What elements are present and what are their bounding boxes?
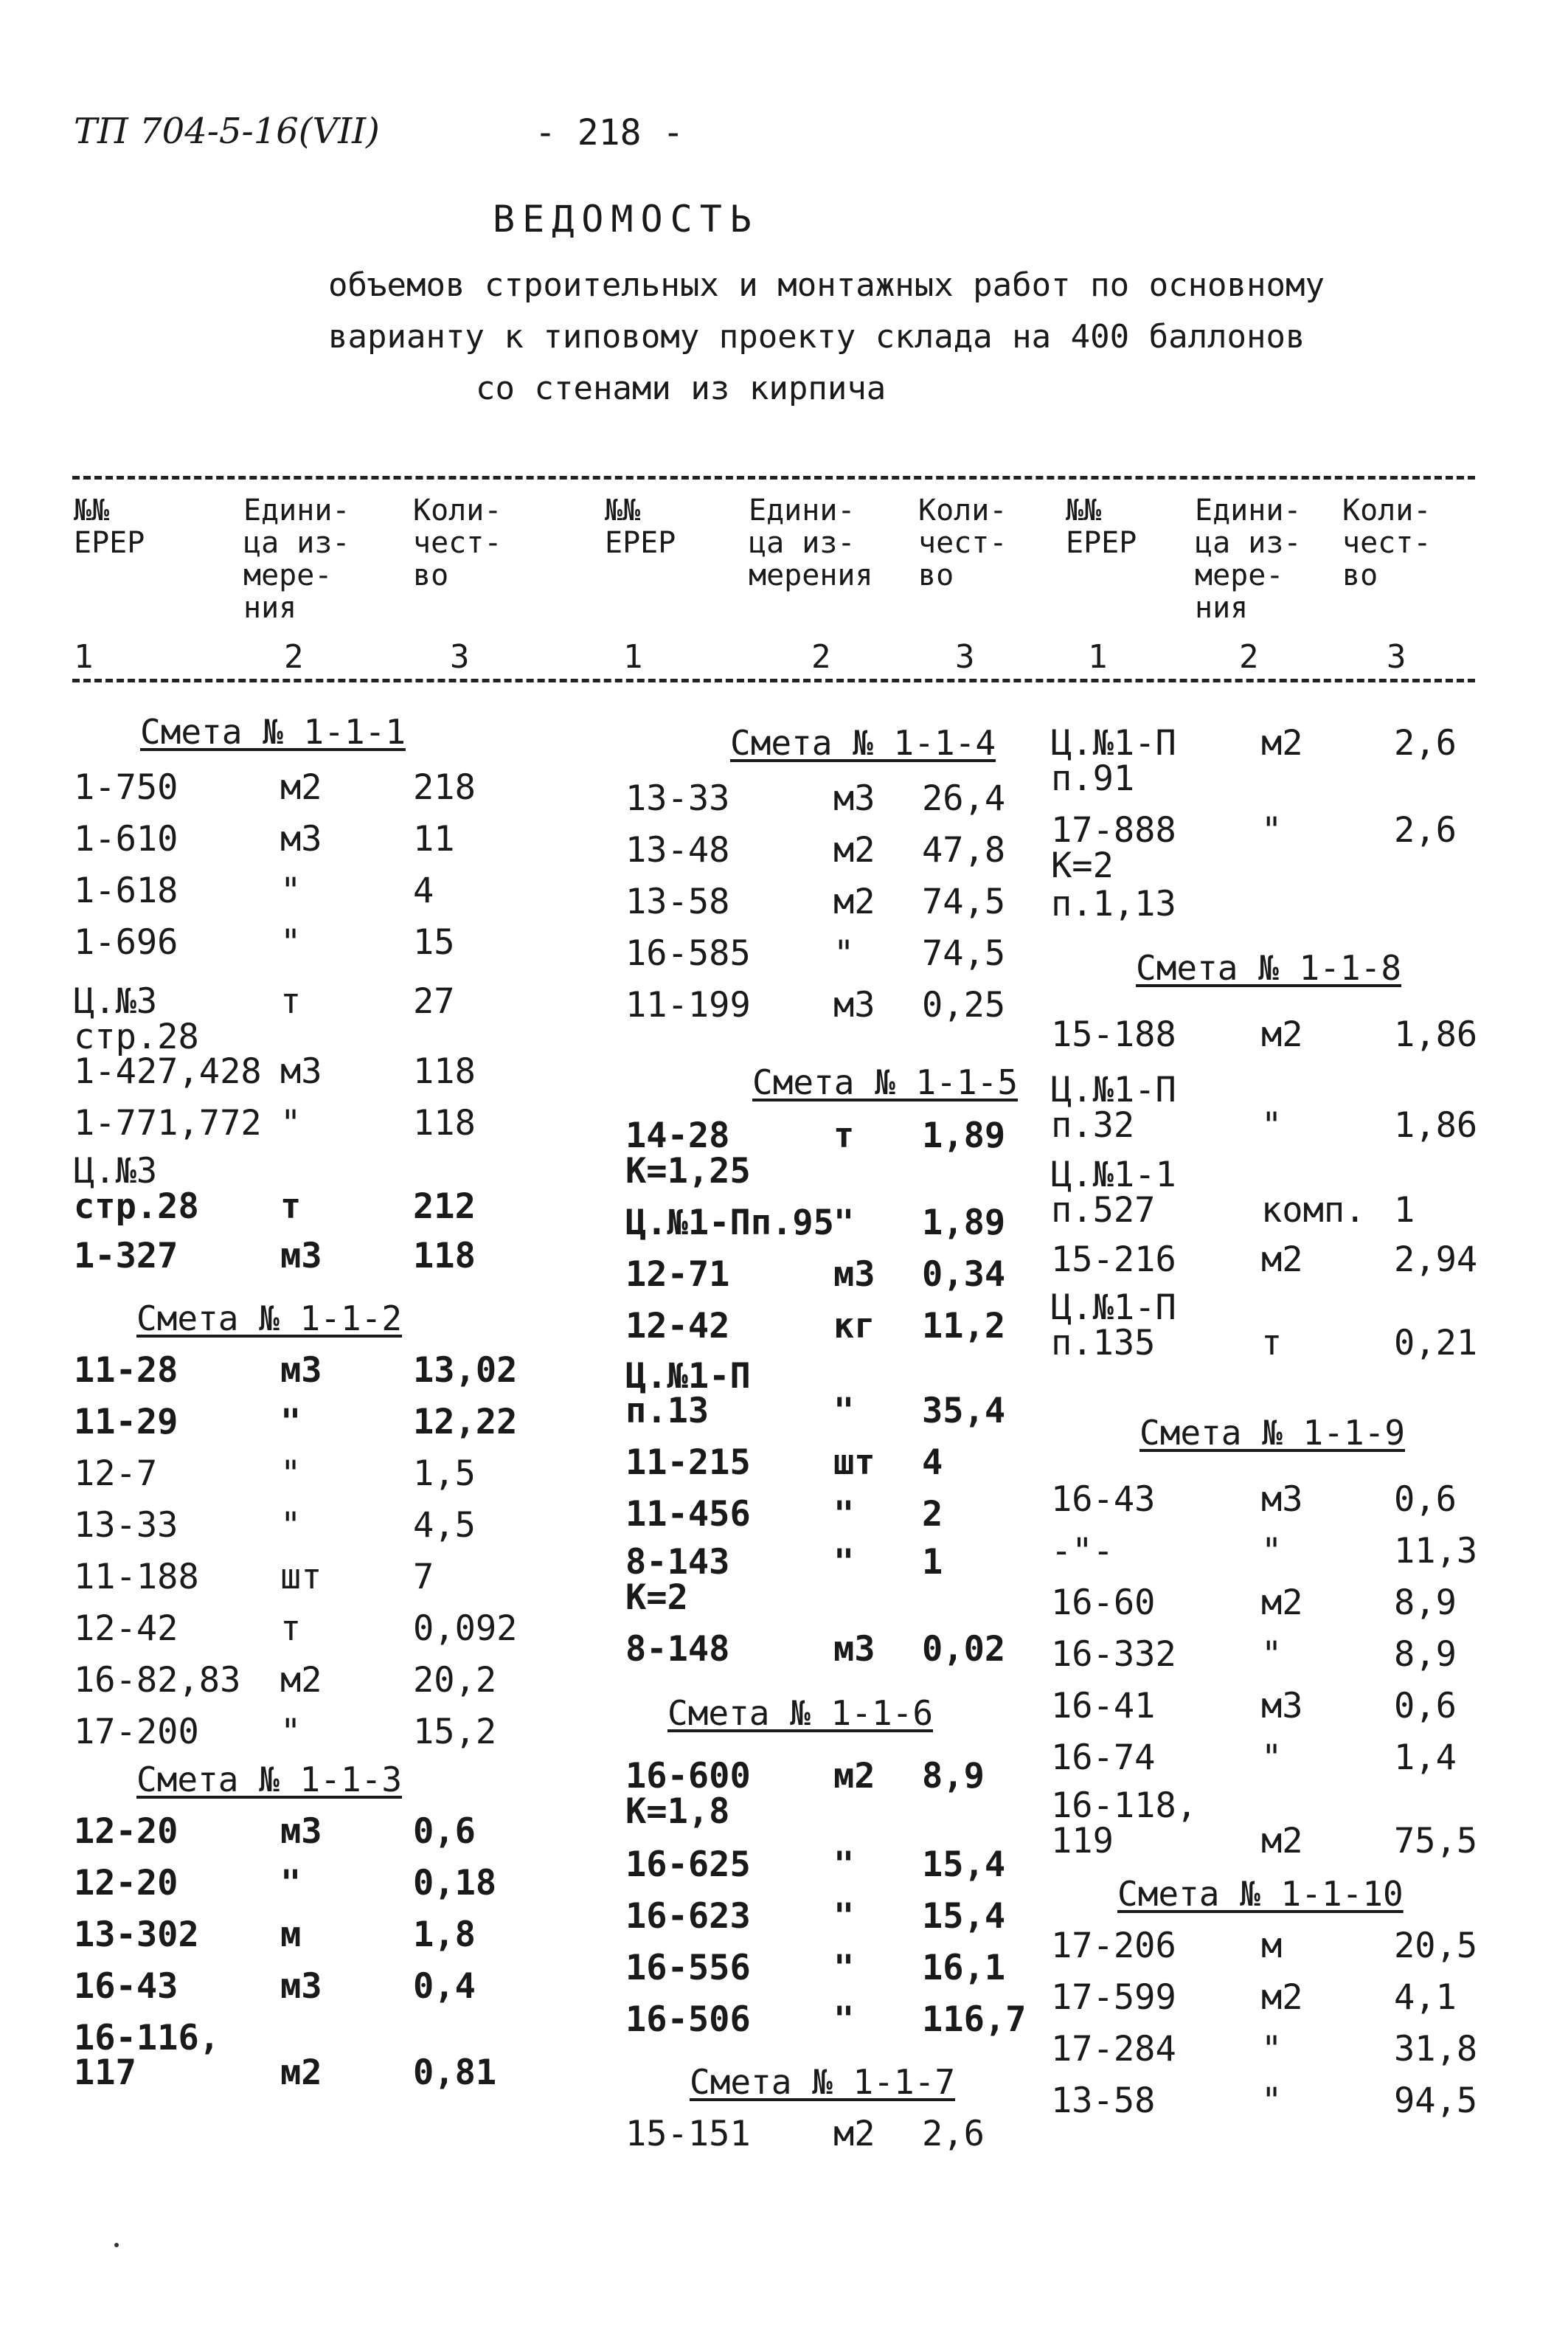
row-unit: " — [833, 1948, 855, 1988]
row-quantity: 7 — [413, 1557, 434, 1597]
row-unit: " — [1261, 810, 1283, 851]
row-quantity: 0,81 — [413, 2052, 497, 2093]
row-unit: " — [1261, 1531, 1283, 1571]
row-unit: " — [280, 871, 302, 911]
row-quantity: 31,8 — [1394, 2029, 1478, 2069]
row-unit: м3 — [1261, 1686, 1303, 1726]
row-erep-code: Ц.№1-П — [1051, 1287, 1176, 1328]
row-erep-code: п.1,13 — [1051, 884, 1176, 924]
row-unit: " — [280, 922, 302, 963]
row-erep-code: 16-623 — [625, 1896, 751, 1937]
row-erep-code: 16-43 — [74, 1966, 178, 2007]
row-erep-code: 8-148 — [625, 1629, 730, 1670]
row-unit: " — [833, 1494, 855, 1535]
row-erep-code: 1-618 — [74, 871, 178, 911]
row-erep-code: 12-71 — [625, 1254, 730, 1295]
row-unit: м2 — [833, 1756, 875, 1796]
row-unit: т — [833, 1116, 855, 1156]
row-unit: " — [280, 1402, 302, 1442]
row-erep-code: п.527 — [1051, 1190, 1156, 1231]
row-erep-code: 16-118, — [1051, 1785, 1198, 1826]
row-unit: комп. — [1261, 1190, 1366, 1231]
header-unit-3: Едини- ца из- мере- ния — [1195, 494, 1302, 625]
row-erep-code: стр.28 — [74, 1017, 199, 1057]
row-erep-code: 8-143 — [625, 1542, 730, 1583]
row-erep-code: 1-771,772 — [74, 1103, 262, 1144]
row-unit: " — [833, 1844, 855, 1885]
page-number: - 218 - — [535, 112, 684, 153]
row-erep-code: п.135 — [1051, 1323, 1156, 1363]
row-unit: " — [280, 1712, 302, 1752]
row-quantity: 1,86 — [1394, 1014, 1478, 1055]
row-erep-code: 16-82,83 — [74, 1660, 241, 1701]
row-quantity: 1 — [922, 1542, 943, 1583]
row-erep-code: 16-600 — [625, 1756, 751, 1796]
row-erep-code: Ц.№1-Пп.95 — [625, 1203, 834, 1243]
row-quantity: 16,1 — [922, 1948, 1006, 1988]
row-unit: т — [1261, 1323, 1283, 1363]
row-quantity: 8,9 — [1394, 1583, 1457, 1623]
row-quantity: 35,4 — [922, 1391, 1006, 1431]
row-unit: м3 — [1261, 1479, 1303, 1520]
header-erep-2: №№ ЕРЕР — [605, 494, 676, 560]
row-quantity: 15,4 — [922, 1896, 1006, 1937]
row-unit: м2 — [1261, 1821, 1303, 1861]
smeta-heading: Смета № 1-1-3 — [136, 1760, 403, 1799]
document-code: ТП 704-5-16(VII) — [74, 111, 380, 152]
header-qty-2: Коли- чест- во — [918, 494, 1007, 592]
row-unit: т — [280, 981, 302, 1022]
row-quantity: 20,2 — [413, 1660, 497, 1701]
row-erep-code: К=2 — [625, 1577, 688, 1618]
row-unit: " — [1261, 2029, 1283, 2069]
row-quantity: 118 — [413, 1236, 476, 1276]
row-unit: шт — [280, 1557, 322, 1597]
row-unit: м3 — [280, 1236, 322, 1276]
row-unit: " — [1261, 2081, 1283, 2121]
row-quantity: 0,02 — [922, 1629, 1006, 1670]
row-unit: " — [280, 1103, 302, 1144]
row-quantity: 0,092 — [413, 1608, 518, 1649]
row-quantity: 94,5 — [1394, 2081, 1478, 2121]
row-erep-code: 12-42 — [625, 1306, 730, 1346]
row-unit: шт — [833, 1442, 875, 1483]
header-erep-1: №№ ЕРЕР — [74, 494, 145, 560]
row-quantity: 4,1 — [1394, 1977, 1457, 2018]
row-erep-code: 12-7 — [74, 1453, 158, 1494]
row-erep-code: 13-302 — [74, 1915, 199, 1955]
row-unit: м2 — [833, 830, 875, 871]
row-erep-code: Ц.№1-П — [1051, 1070, 1176, 1110]
row-unit: " — [1261, 1105, 1283, 1146]
header-unit-1: Едини- ца из- мере- ния — [243, 494, 350, 625]
row-unit: м2 — [833, 2114, 875, 2154]
row-erep-code: 11-215 — [625, 1442, 751, 1483]
row-erep-code: 17-206 — [1051, 1926, 1176, 1966]
row-unit: м3 — [280, 1350, 322, 1391]
row-quantity: 118 — [413, 1103, 476, 1144]
subtitle-line-1: объемов строительных и монтажных работ по основному — [328, 266, 1325, 304]
row-erep-code: 17-284 — [1051, 2029, 1176, 2069]
row-unit: м2 — [1261, 1977, 1303, 2018]
row-erep-code: 13-48 — [625, 830, 730, 871]
col-number-2b: 2 — [811, 638, 831, 676]
header-unit-2: Едини- ца из- мерения — [749, 494, 873, 592]
row-erep-code: 1-610 — [74, 819, 178, 859]
row-unit: м — [280, 1915, 302, 1955]
row-quantity: 2,6 — [1394, 723, 1457, 764]
row-erep-code: Ц.№1-1 — [1051, 1155, 1176, 1195]
row-quantity: 47,8 — [922, 830, 1006, 871]
row-unit: м2 — [833, 882, 875, 922]
row-quantity: 11,3 — [1394, 1531, 1478, 1571]
row-quantity: 20,5 — [1394, 1926, 1478, 1966]
table-top-rule — [72, 476, 1475, 480]
row-unit: м2 — [280, 767, 322, 808]
row-erep-code: п.91 — [1051, 758, 1135, 799]
row-quantity: 1,86 — [1394, 1105, 1478, 1146]
row-erep-code: 16-41 — [1051, 1686, 1156, 1726]
row-erep-code: п.13 — [625, 1391, 710, 1431]
row-quantity: 74,5 — [922, 933, 1006, 974]
row-quantity: 0,6 — [413, 1811, 476, 1852]
col-number-1a: 1 — [74, 638, 94, 676]
header-erep-3: №№ ЕРЕР — [1066, 494, 1137, 560]
row-quantity: 75,5 — [1394, 1821, 1478, 1861]
row-quantity: 11,2 — [922, 1306, 1006, 1346]
row-quantity: 0,18 — [413, 1863, 497, 1903]
row-erep-code: п.32 — [1051, 1105, 1135, 1146]
row-erep-code: 13-58 — [625, 882, 730, 922]
row-erep-code: 16-332 — [1051, 1634, 1176, 1675]
row-erep-code: 15-188 — [1051, 1014, 1176, 1055]
row-unit: " — [833, 1542, 855, 1583]
row-quantity: 2 — [922, 1494, 943, 1535]
col-number-2a: 2 — [284, 638, 304, 676]
col-number-3a: 3 — [450, 638, 470, 676]
row-unit: м3 — [280, 1811, 322, 1852]
row-unit: м — [1261, 1926, 1283, 1966]
row-unit: " — [280, 1453, 302, 1494]
row-erep-code: 16-506 — [625, 1999, 751, 2040]
smeta-heading: Смета № 1-1-1 — [140, 712, 406, 752]
row-erep-code: 16-556 — [625, 1948, 751, 1988]
smeta-heading: Смета № 1-1-8 — [1136, 948, 1402, 988]
row-erep-code: 11-456 — [625, 1494, 751, 1535]
row-erep-code: 17-200 — [74, 1712, 199, 1752]
row-erep-code: 15-151 — [625, 2114, 751, 2154]
row-quantity: 0,34 — [922, 1254, 1006, 1295]
row-unit: м2 — [1261, 1014, 1303, 1055]
col-number-2c: 2 — [1239, 638, 1259, 676]
row-quantity: 1,5 — [413, 1453, 476, 1494]
row-quantity: 0,21 — [1394, 1323, 1478, 1363]
row-unit: м3 — [833, 778, 875, 819]
row-unit: " — [833, 1999, 855, 2040]
page-title: ВЕДОМОСТЬ — [493, 198, 759, 241]
row-unit: м2 — [1261, 723, 1303, 764]
speck — [114, 2243, 119, 2247]
row-erep-code: 12-42 — [74, 1608, 178, 1649]
row-unit: " — [280, 1505, 302, 1546]
row-erep-code: 117 — [74, 2052, 136, 2093]
smeta-heading: Смета № 1-1-5 — [752, 1062, 1019, 1102]
subtitle-line-2: варианту к типовому проекту склада на 400 баллонов — [328, 318, 1305, 356]
row-erep-code: К=2 — [1051, 845, 1114, 886]
row-quantity: 12,22 — [413, 1402, 518, 1442]
row-unit: м3 — [833, 1254, 875, 1295]
row-quantity: 2,94 — [1394, 1239, 1478, 1280]
row-erep-code: 11-28 — [74, 1350, 178, 1391]
row-quantity: 11 — [413, 819, 455, 859]
header-qty-1: Коли- чест- во — [413, 494, 502, 592]
smeta-heading: Смета № 1-1-10 — [1117, 1874, 1404, 1914]
row-quantity: 0,6 — [1394, 1479, 1457, 1520]
row-quantity: 15,4 — [922, 1844, 1006, 1885]
row-unit: т — [280, 1186, 302, 1227]
row-erep-code: 12-20 — [74, 1811, 178, 1852]
row-unit: м3 — [280, 1051, 322, 1092]
row-unit: " — [1261, 1634, 1283, 1675]
row-quantity: 15 — [413, 922, 455, 963]
row-quantity: 1,8 — [413, 1915, 476, 1955]
row-erep-code: 1-750 — [74, 767, 178, 808]
row-erep-code: 16-585 — [625, 933, 751, 974]
row-quantity: 1,89 — [922, 1203, 1006, 1243]
row-erep-code: 13-33 — [74, 1505, 178, 1546]
row-quantity: 0,6 — [1394, 1686, 1457, 1726]
col-number-3c: 3 — [1387, 638, 1406, 676]
smeta-heading: Смета № 1-1-4 — [730, 723, 996, 763]
row-quantity: 15,2 — [413, 1712, 497, 1752]
row-quantity: 118 — [413, 1051, 476, 1092]
row-unit: м2 — [1261, 1239, 1303, 1280]
header-qty-3: Коли- чест- во — [1342, 494, 1432, 592]
row-erep-code: 16-43 — [1051, 1479, 1156, 1520]
row-erep-code: 13-58 — [1051, 2081, 1156, 2121]
row-quantity: 8,9 — [1394, 1634, 1457, 1675]
row-quantity: 1,89 — [922, 1116, 1006, 1156]
row-unit: " — [833, 933, 855, 974]
row-quantity: 26,4 — [922, 778, 1006, 819]
row-quantity: 13,02 — [413, 1350, 518, 1391]
smeta-heading: Смета № 1-1-6 — [667, 1693, 934, 1733]
col-number-1b: 1 — [623, 638, 643, 676]
row-unit: м3 — [833, 985, 875, 1025]
row-erep-code: 1-427,428 — [74, 1051, 262, 1092]
row-erep-code: 1-327 — [74, 1236, 178, 1276]
row-unit: м3 — [280, 1966, 322, 2007]
row-erep-code: 119 — [1051, 1821, 1114, 1861]
row-quantity: 4 — [413, 871, 434, 911]
row-erep-code: 16-74 — [1051, 1737, 1156, 1778]
row-erep-code: К=1,25 — [625, 1151, 751, 1191]
row-erep-code: 11-199 — [625, 985, 751, 1025]
row-erep-code: Ц.№3 — [74, 1151, 158, 1191]
row-quantity: 2,6 — [922, 2114, 985, 2154]
row-erep-code: 17-888 — [1051, 810, 1176, 851]
row-quantity: 74,5 — [922, 882, 1006, 922]
row-erep-code: Ц.№1-П — [625, 1356, 751, 1397]
row-erep-code: стр.28 — [74, 1186, 199, 1227]
row-erep-code: -"- — [1051, 1531, 1114, 1571]
row-unit: " — [833, 1391, 855, 1431]
row-unit: м3 — [833, 1629, 875, 1670]
row-quantity: 8,9 — [922, 1756, 985, 1796]
row-quantity: 218 — [413, 767, 476, 808]
smeta-heading: Смета № 1-1-9 — [1139, 1413, 1406, 1453]
row-unit: м3 — [280, 819, 322, 859]
row-quantity: 212 — [413, 1186, 476, 1227]
row-quantity: 0,25 — [922, 985, 1006, 1025]
row-erep-code: 16-60 — [1051, 1583, 1156, 1623]
row-quantity: 4 — [922, 1442, 943, 1483]
row-quantity: 2,6 — [1394, 810, 1457, 851]
row-erep-code: 14-28 — [625, 1116, 730, 1156]
row-unit: м2 — [280, 2052, 322, 2093]
smeta-heading: Смета № 1-1-2 — [136, 1298, 403, 1338]
row-unit: м2 — [1261, 1583, 1303, 1623]
col-number-1c: 1 — [1088, 638, 1108, 676]
row-quantity: 116,7 — [922, 1999, 1027, 2040]
row-erep-code: 16-625 — [625, 1844, 751, 1885]
row-quantity: 0,4 — [413, 1966, 476, 2007]
row-unit: " — [1261, 1737, 1283, 1778]
row-erep-code: 11-29 — [74, 1402, 178, 1442]
row-erep-code: Ц.№1-П — [1051, 723, 1176, 764]
row-unit: " — [833, 1896, 855, 1937]
row-erep-code: К=1,8 — [625, 1791, 730, 1832]
row-unit: м2 — [280, 1660, 322, 1701]
row-unit: т — [280, 1608, 302, 1649]
col-number-3b: 3 — [955, 638, 975, 676]
row-unit: " — [833, 1203, 855, 1243]
row-unit: кг — [833, 1306, 875, 1346]
row-erep-code: Ц.№3 — [74, 981, 158, 1022]
header-bottom-rule — [72, 679, 1475, 682]
row-erep-code: 13-33 — [625, 778, 730, 819]
row-unit: " — [280, 1863, 302, 1903]
row-erep-code: 1-696 — [74, 922, 178, 963]
row-erep-code: 12-20 — [74, 1863, 178, 1903]
row-quantity: 1,4 — [1394, 1737, 1457, 1778]
row-quantity: 4,5 — [413, 1505, 476, 1546]
row-quantity: 27 — [413, 981, 455, 1022]
row-quantity: 1 — [1394, 1190, 1415, 1231]
subtitle-line-3: со стенами из кирпича — [476, 370, 887, 407]
row-erep-code: 11-188 — [74, 1557, 199, 1597]
row-erep-code: 15-216 — [1051, 1239, 1176, 1280]
row-erep-code: 17-599 — [1051, 1977, 1176, 2018]
smeta-heading: Смета № 1-1-7 — [690, 2062, 956, 2102]
row-erep-code: 16-116, — [74, 2018, 221, 2058]
